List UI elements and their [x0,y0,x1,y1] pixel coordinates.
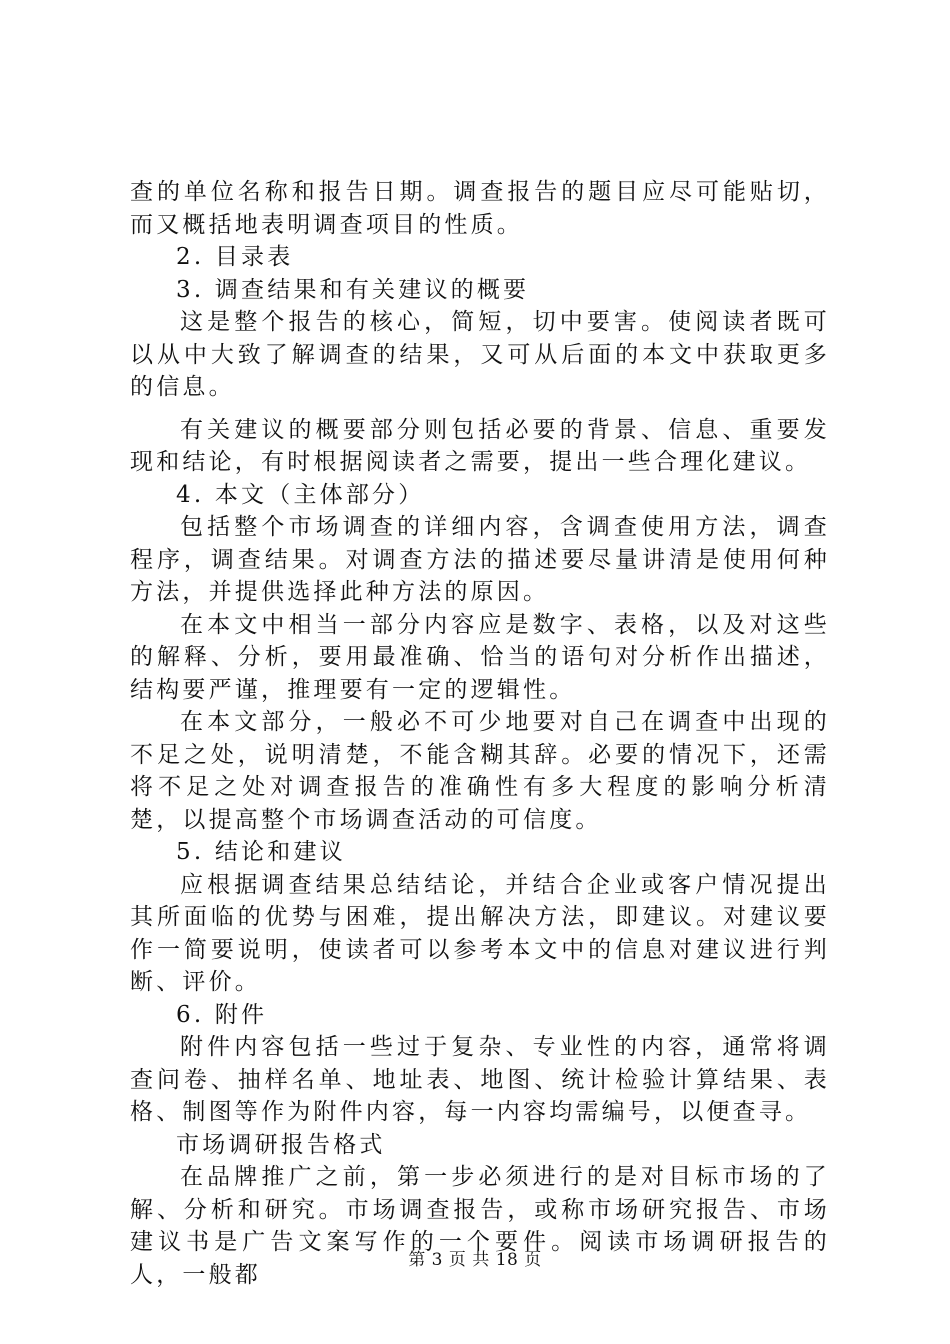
paragraph-title-note: 查的单位名称和报告日期。调查报告的题目应尽可能贴切，而又概括地表明调查项目的性质。 [130,179,830,238]
paragraph-conclusions: 应根据调查结果总结结论，并结合企业或客户情况提出其所面临的优势与困难，提出解决方法，即建议。对建议要作一简要说明，使读者可以参考本文中的信息对建议进行判断、评价。 [130,871,830,995]
paragraph-summary-suggestions: 有关建议的概要部分则包括必要的背景、信息、重要发现和结论，有时根据阅读者之需要，提出一些合理化建议。 [130,416,830,475]
paragraph-main-body-shortcomings: 在本文部分，一般必不可少地要对自己在调查中出现的不足之处，说明清楚，不能含糊其辞。必要的情况下，还需将不足之处对调查报告的准确性有多大程度的影响分析清楚，以提高整个市场调查活动的可信度。 [130,709,830,833]
paragraph-report-format: 在品牌推广之前，第一步必须进行的是对目标市场的了解、分析和研究。市场调查报告，或称市场研究报告、市场建议书是广告文案写作的一个要件。阅读市场调研报告的人，一般都 [130,1164,830,1288]
paragraph-summary-core: 这是整个报告的核心，简短，切中要害。使阅读者既可以从中大致了解调查的结果，又可从后面的本文中获取更多的信息。 [130,309,830,400]
paragraph-main-body-data: 在本文中相当一部分内容应是数字、表格，以及对这些的解释、分析，要用最准确、恰当的语句对分析作出描述，结构要严谨，推理要有一定的逻辑性。 [130,611,830,703]
page-number-footer: 第 3 页 共 18 页 [408,1250,542,1270]
section-heading-report-format: 市场调研报告格式 [176,1131,386,1158]
section-heading-main-body: 4. 本文（主体部分） [176,481,425,508]
section-heading-conclusions: 5. 结论和建议 [176,839,346,865]
document-body [130,176,830,1291]
section-heading-toc: 2. 目录表 [176,244,294,270]
section-heading-summary: 3. 调查结果和有关建议的概要 [176,276,530,303]
paragraph-appendix: 附件内容包括一些过于复杂、专业性的内容，通常将调查问卷、抽样名单、地址表、地图、统计检验计算结果、表格、制图等作为附件内容，每一内容均需编号，以便查寻。 [130,1034,830,1125]
section-heading-appendix: 6. 附件 [176,1001,268,1028]
paragraph-main-body-content: 包括整个市场调查的详细内容，含调查使用方法，调查程序，调查结果。对调查方法的描述要尽量讲清是使用何种方法，并提供选择此种方法的原因。 [130,514,830,605]
